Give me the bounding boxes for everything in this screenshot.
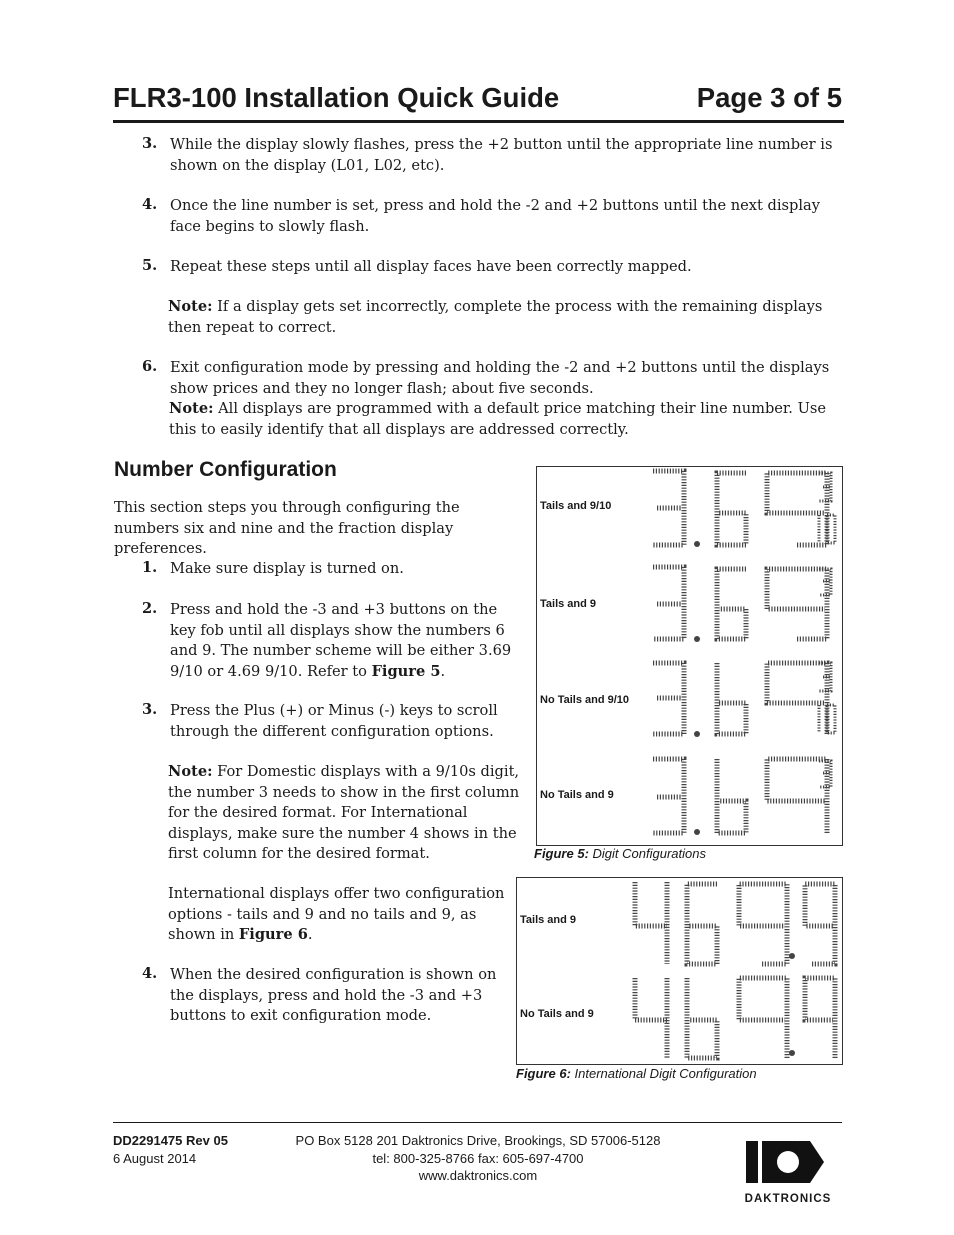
digit-row — [653, 759, 831, 835]
figure-5-label: No Tails and 9 — [540, 789, 614, 801]
step-text: Repeat these steps until all display faces have been correctly mapped. — [170, 258, 692, 275]
figure-6-label: Tails and 9 — [520, 914, 577, 926]
note-text: If a display gets set incorrectly, complete the process with the remaining displays then repeat to correct. — [168, 298, 823, 336]
page-number: Page 3 of 5 — [696, 82, 842, 113]
step-text: While the display slowly flashes, press the +2 button until the appropriate line number is shown on the display (L01, L02, etc). — [170, 136, 833, 174]
note-label: Note: — [168, 298, 213, 315]
footer-rule — [113, 1122, 842, 1123]
digit-row — [635, 978, 835, 1058]
caption-label: Figure 6: — [516, 1066, 571, 1081]
step-text — [170, 600, 526, 682]
international-digit-graphic — [517, 878, 842, 1064]
document-date: 6 August 2014 — [113, 1151, 197, 1166]
footer-phone: tel: 800-325-8766 fax: 605-697-4700 — [372, 1151, 584, 1166]
step-number: 2. — [142, 600, 158, 617]
footer-website: www.daktronics.com — [418, 1168, 538, 1183]
digit-row — [635, 882, 835, 964]
note-paragraph — [168, 297, 828, 338]
step-text-part: Press and hold the -3 and +3 buttons on the key fob until all displays show the numbers 6 and 9. The number scheme will be either 3.69 9/10 or 4.69 9/10. Refer to — [170, 601, 512, 680]
note-paragraph — [168, 762, 528, 865]
step-text: Exit configuration mode by pressing and holding the -2 and +2 buttons until the displays show prices and they no longer flash; about five seconds. — [170, 359, 830, 397]
step-number: 6. — [142, 358, 158, 375]
figure-5-label: Tails and 9/10 — [540, 500, 612, 512]
figure-5-label: Tails and 9 — [540, 598, 597, 610]
step-text: Make sure display is turned on. — [170, 560, 404, 577]
section-intro: This section steps you through configuring the numbers six and nine and the fraction display preferences. — [114, 499, 460, 557]
digit-row — [653, 663, 835, 737]
figure-reference: Figure 5 — [371, 662, 441, 680]
daktronics-logo-icon — [732, 1135, 844, 1189]
step-number: 1. — [142, 559, 158, 576]
step-number: 4. — [142, 196, 158, 213]
footer-address: PO Box 5128 201 Daktronics Drive, Brookings, SD 57006-5128 — [295, 1133, 661, 1148]
step-number: 5. — [142, 257, 158, 274]
document-id: DD2291475 Rev 05 — [113, 1133, 228, 1148]
step-number: 4. — [142, 965, 158, 982]
caption-text: International Digit Configuration — [570, 1066, 757, 1081]
caption-text: Digit Configurations — [588, 846, 706, 861]
figure-reference: Figure 6 — [238, 926, 308, 943]
figure-6-box — [516, 877, 843, 1065]
note-text: All displays are programmed with a default price matching their line number. Use this to easily identify that all displays are addressed correctly. — [169, 400, 826, 438]
page-header — [113, 82, 844, 123]
figure-5-box — [536, 466, 843, 846]
figure-5-caption — [534, 846, 706, 861]
document-title: FLR3-100 Installation Quick Guide — [113, 82, 560, 113]
figure-6-caption — [516, 1066, 757, 1081]
note-paragraph — [169, 399, 839, 440]
step-text: When the desired configuration is shown on the displays, press and hold the -3 and +3 buttons to exit configuration mode. — [170, 966, 497, 1024]
figure-6-label: No Tails and 9 — [520, 1008, 594, 1020]
step-text-part: . — [440, 662, 446, 680]
logo-wordmark: DAKTRONICS — [744, 1193, 832, 1205]
note-text: For Domestic displays with a 9/10s digit, the number 3 needs to show in the first column for the desired format. For International displays, make sure the number 4 shows in the first column for the desired format. — [168, 763, 520, 862]
section-heading: Number Configuration — [114, 458, 337, 481]
paragraph-part: International displays offer two configuration options - tails and 9 and no tails and 9, as shown in — [168, 885, 505, 943]
note-label: Note: — [168, 763, 213, 780]
digit-configurations-graphic — [537, 467, 842, 845]
step-number: 3. — [142, 135, 158, 152]
step-text: Once the line number is set, press and hold the -2 and +2 buttons until the next display face begins to slowly flash. — [170, 197, 820, 235]
step-text: Press the Plus (+) or Minus (-) keys to scroll through the different configuration options. — [170, 702, 498, 740]
daktronics-logo — [732, 1135, 844, 1210]
digit-row — [653, 471, 835, 547]
figure-5-label: No Tails and 9/10 — [540, 694, 630, 706]
digit-row — [653, 567, 831, 642]
international-paragraph — [168, 884, 513, 946]
step-number: 3. — [142, 701, 158, 718]
caption-label: Figure 5: — [534, 846, 589, 861]
note-label: Note: — [169, 400, 214, 417]
paragraph-part: . — [307, 926, 313, 943]
